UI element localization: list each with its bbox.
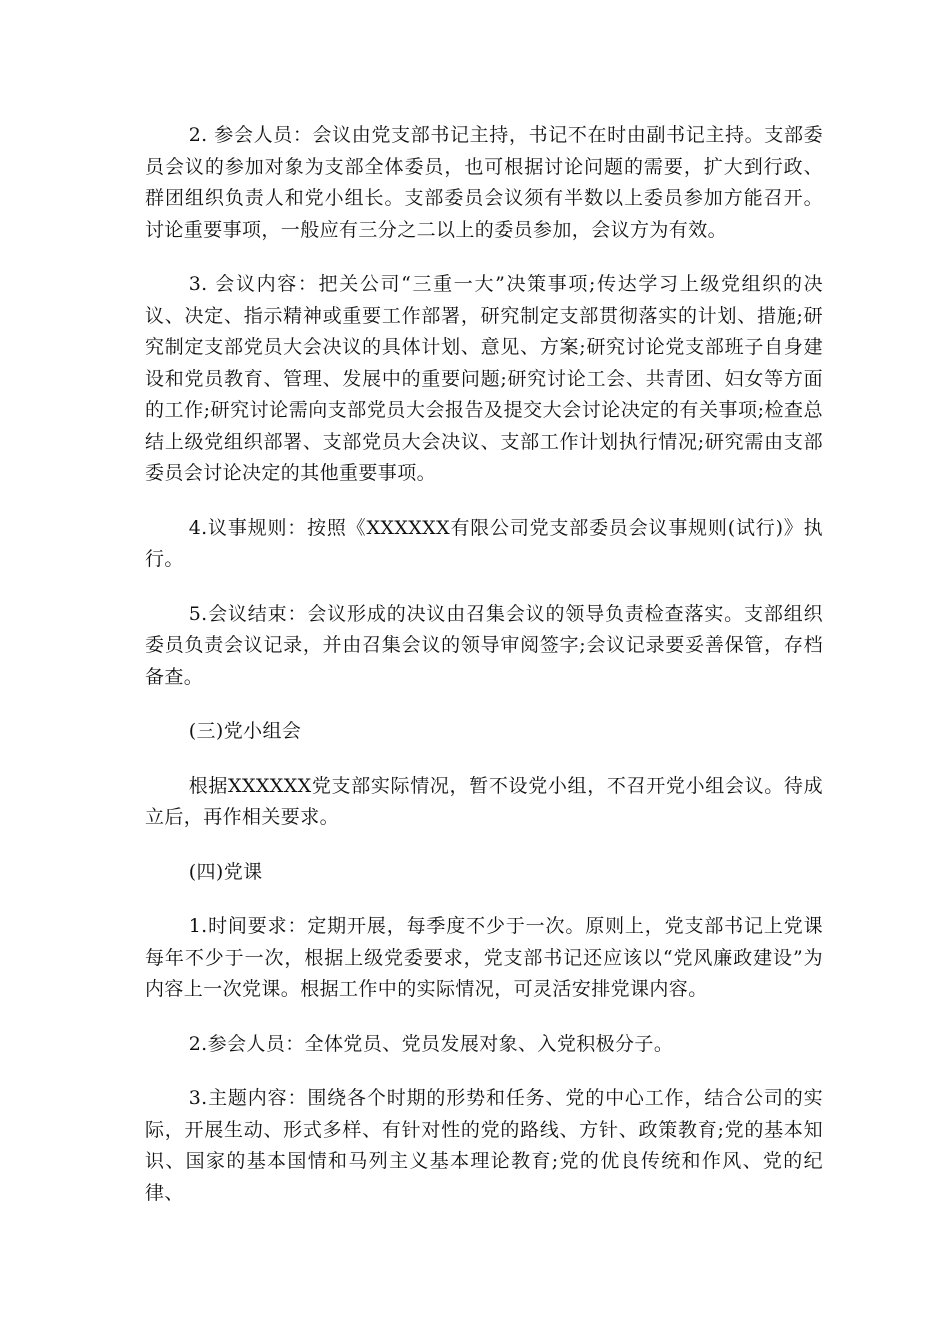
paragraph-group-meeting: 根据XXXXXX党支部实际情况，暂不设党小组，不召开党小组会议。待成立后，再作相关要求。 [145,774,823,828]
paragraph-committee-attendees: 2. 参会人员：会议由党支部书记主持，书记不在时由副书记主持。支部委员会议的参加对象为支部全体委员，也可根据讨论问题的需要，扩大到行政、群团组织负责人和党小组长。支部委员会议须有半数以上委员参加方能召开。讨论重要事项，一般应有三分之二以上的委员参加，会议方为有效。 [145,124,823,241]
paragraph-lecture-topics: 3.主题内容：围绕各个时期的形势和任务、党的中心工作，结合公司的实际，开展生动、形式多样、有针对性的党的路线、方针、政策教育;党的基本知识、国家的基本国情和马列主义基本理论教育;党的优良传统和作风、党的纪律、 [145,1087,823,1204]
paragraph-committee-content: 3. 会议内容：把关公司“三重一大”决策事项;传达学习上级党组织的决议、决定、指示精神或重要工作部署，研究制定支部贯彻落实的计划、措施;研究制定支部党员大会决议的具体计划、意见、方案;研究讨论党支部班子自身建设和党员教育、管理、发展中的重要问题;研究讨论工会、共青团、妇女等方面的工作;研究讨论需向支部党员大会报告及提交大会讨论决定的有关事项;检查总结上级党组织部署、支部党员大会决议、支部工作计划执行情况;研究需由支部委员会讨论决定的其他重要事项。 [145,273,823,484]
section-heading-party-lecture: (四)党课 [188,860,263,883]
paragraph-rules: 4.议事规则：按照《XXXXXX有限公司党支部委员会议事规则(试行)》执行。 [145,516,823,570]
document-body [145,120,823,1232]
section-heading-group-meeting: (三)党小组会 [188,720,302,742]
paragraph-lecture-time: 1.时间要求：定期开展，每季度不少于一次。原则上，党支部书记上党课每年不少于一次，根据上级党委要求，党支部书记还应该以“党风廉政建设”为内容上一次党课。根据工作中的实际情况，可灵活安排党课内容。 [145,915,823,1000]
paragraph-meeting-end: 5.会议结束：会议形成的决议由召集会议的领导负责检查落实。支部组织委员负责会议记录，并由召集会议的领导审阅签字;会议记录要妥善保管，存档备查。 [145,602,823,688]
paragraph-lecture-attendees: 2.参会人员：全体党员、党员发展对象、入党积极分子。 [188,1032,674,1055]
